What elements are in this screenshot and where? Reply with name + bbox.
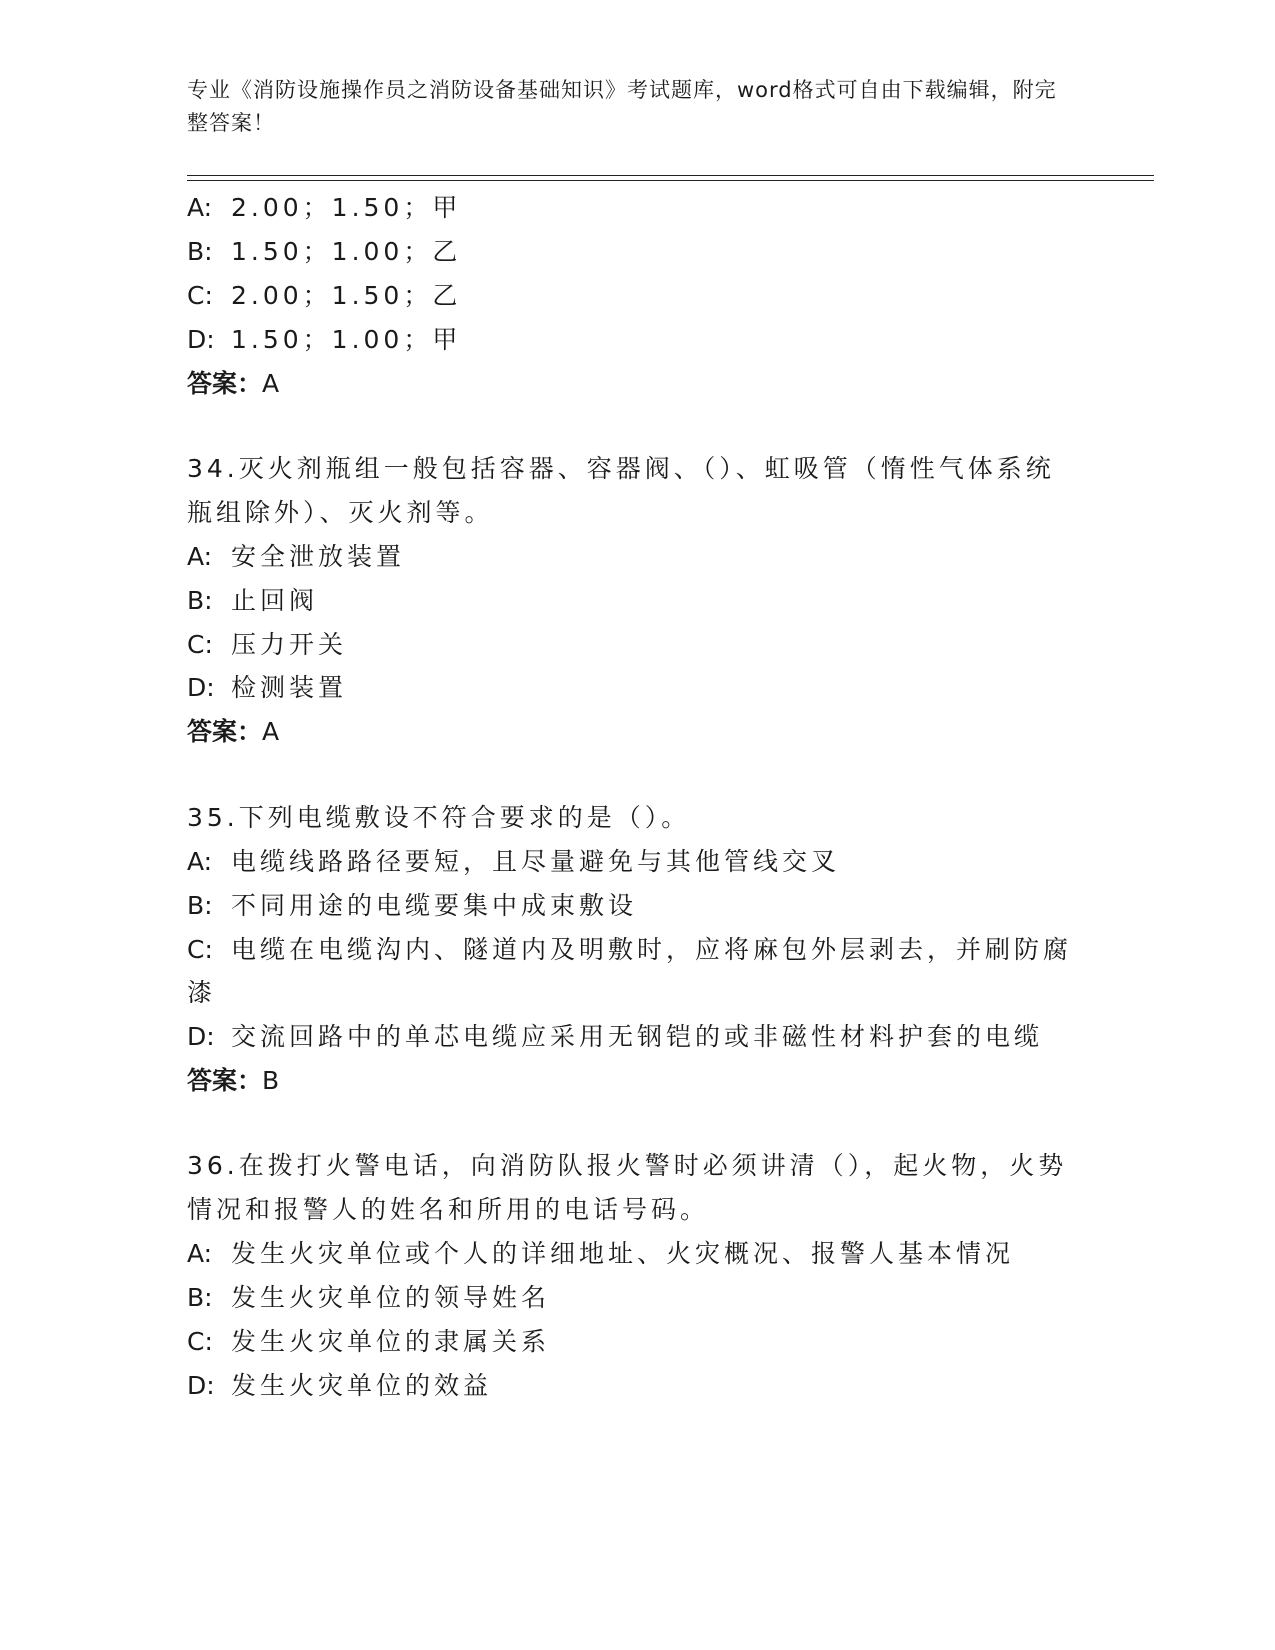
option-text: 压力开关	[231, 630, 348, 659]
option-text: 检测装置	[231, 673, 348, 702]
option-key: D:	[187, 673, 215, 702]
q34-option-b	[187, 586, 318, 616]
q35-stem: 35.下列电缆敷设不符合要求的是（）。	[187, 803, 691, 832]
q33-option-b	[187, 237, 461, 267]
option-key: A:	[187, 1239, 213, 1268]
header-divider-bottom	[187, 180, 1154, 181]
option-key: C:	[187, 1327, 213, 1356]
option-key: D:	[187, 1371, 215, 1400]
answer-value: B	[262, 1066, 280, 1095]
answer-label: 答案：	[187, 1066, 263, 1095]
q36-option-a	[187, 1239, 1014, 1269]
q34-option-a	[187, 542, 405, 572]
option-text: 交流回路中的单芯电缆应采用无钢铠的或非磁性材料护套的电缆	[231, 1022, 1044, 1051]
option-key: B:	[187, 891, 213, 920]
document-header: 专业《消防设施操作员之消防设备基础知识》考试题库，word格式可自由下载编辑，附完整答案！	[187, 78, 1057, 135]
option-key: C:	[187, 935, 213, 964]
q34-stem-line2: 瓶组除外）、灭火剂等。	[187, 498, 494, 527]
option-text: 发生火灾单位或个人的详细地址、火灾概况、报警人基本情况	[231, 1239, 1015, 1268]
option-text: 电缆在电缆沟内、隧道内及明敷时，应将麻包外层剥去，并刷防腐	[231, 935, 1073, 964]
q33-option-c	[187, 281, 461, 311]
option-text: 安全泄放装置	[231, 542, 406, 571]
option-key: C:	[187, 630, 213, 659]
header-divider-top	[187, 175, 1154, 176]
option-text: 不同用途的电缆要集中成束敷设	[231, 891, 638, 920]
answer-value: A	[262, 717, 280, 746]
answer-label: 答案：	[187, 369, 263, 398]
q34-option-d	[187, 673, 347, 703]
option-key: A:	[187, 542, 213, 571]
answer-label: 答案：	[187, 717, 263, 746]
q33-option-a	[187, 193, 461, 223]
option-text: 发生火灾单位的隶属关系	[231, 1327, 551, 1356]
option-text: 发生火灾单位的领导姓名	[231, 1283, 551, 1312]
option-text: 2.00；1.50；乙	[231, 281, 462, 310]
q36-option-c	[187, 1327, 550, 1357]
option-text: 2.00；1.50；甲	[231, 193, 462, 222]
option-key: D:	[187, 325, 215, 354]
q34-option-c	[187, 630, 347, 660]
q35-option-d	[187, 1022, 1043, 1052]
option-key: B:	[187, 1283, 213, 1312]
option-key: D:	[187, 1022, 215, 1051]
q33-answer	[187, 369, 279, 399]
option-text: 止回阀	[231, 586, 319, 615]
option-key: B:	[187, 586, 213, 615]
q35-answer	[187, 1066, 279, 1096]
q36-stem-line1: 36.在拨打火警电话，向消防队报火警时必须讲清（），起火物，火势	[187, 1151, 1068, 1180]
q33-option-d	[187, 325, 461, 355]
option-key: B:	[187, 237, 213, 266]
q35-option-b	[187, 891, 637, 921]
q34-stem-line1: 34.灭火剂瓶组一般包括容器、容器阀、（）、虹吸管（惰性气体系统	[187, 454, 1055, 483]
option-text: 电缆线路路径要短，且尽量避免与其他管线交叉	[231, 847, 841, 876]
option-key: C:	[187, 281, 213, 310]
q36-option-d	[187, 1371, 492, 1401]
q36-stem-line2: 情况和报警人的姓名和所用的电话号码。	[187, 1195, 710, 1224]
option-key: A:	[187, 847, 213, 876]
q34-answer	[187, 717, 279, 747]
answer-value: A	[262, 369, 280, 398]
q35-option-c	[187, 935, 1072, 965]
option-key: A:	[187, 193, 213, 222]
option-text: 1.50；1.00；乙	[231, 237, 462, 266]
option-text: 发生火灾单位的效益	[231, 1371, 493, 1400]
q35-option-c-continued: 漆	[187, 978, 217, 1007]
q36-option-b	[187, 1283, 550, 1313]
q35-option-a	[187, 847, 840, 877]
option-text: 1.50；1.00；甲	[231, 325, 462, 354]
